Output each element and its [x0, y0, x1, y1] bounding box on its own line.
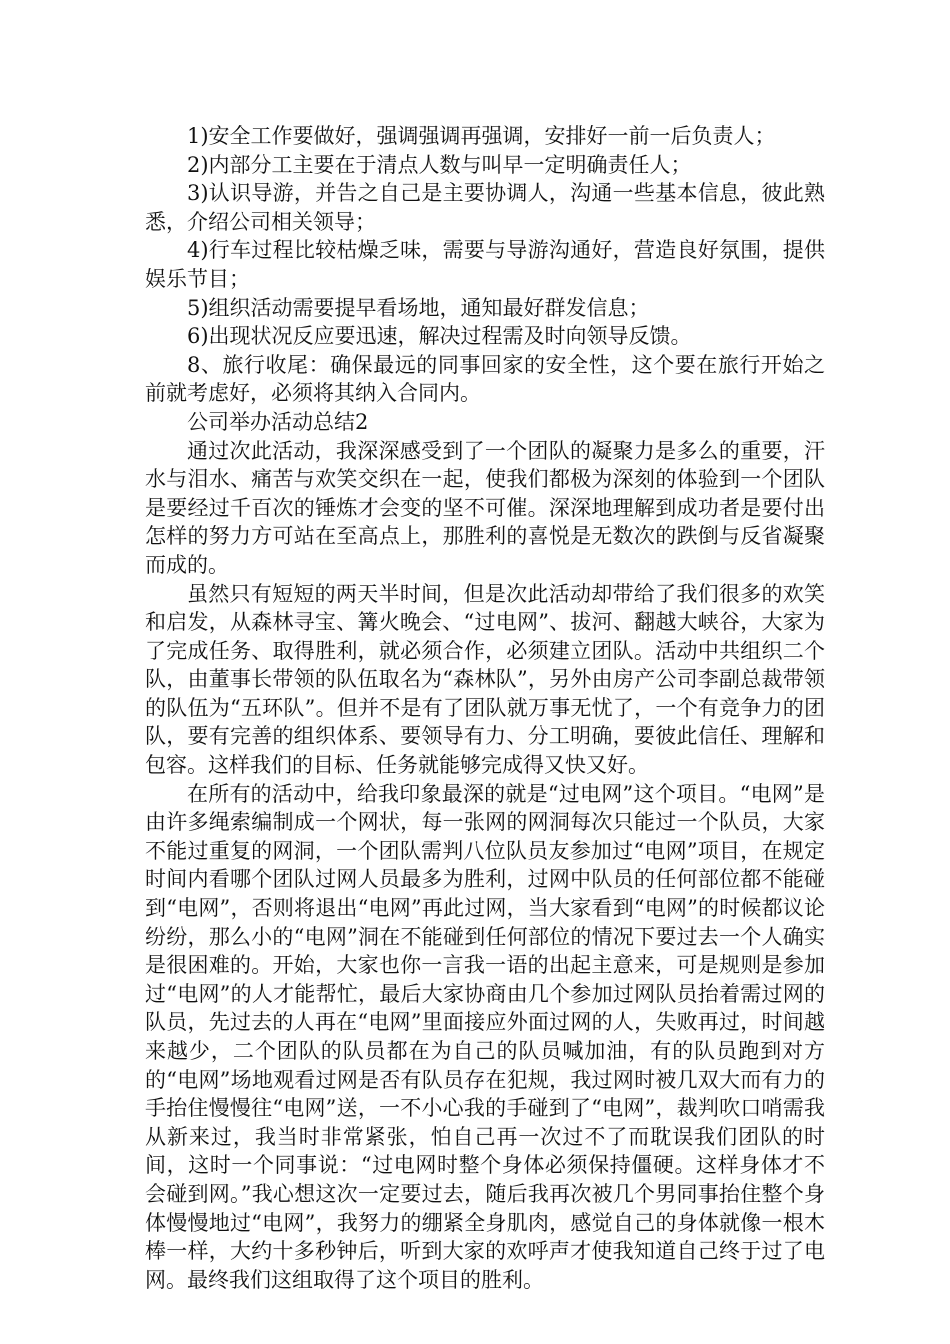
- body-paragraph-2: 虽然只有短短的两天半时间，但是次此活动却带给了我们很多的欢笑和启发，从森林寻宝、篝火晚会、“过电网”、拔河、翻越大峡谷，大家为了完成任务、取得胜利，就必须合作，必须建立团队。活动中共组织二个队，由董事长带领的队伍取名为“森林队”，另外由房产公司李副总裁带领的队伍为“五环队”。但并不是有了团队就万事无忧了，一个有竞争力的团队，要有完善的组织体系、要领导有力、分工明确，要彼此信任、理解和包容。这样我们的目标、任务就能够完成得又快又好。: [145, 581, 825, 778]
- list-item-safety: 1)安全工作要做好，强调强调再强调，安排好一前一后负责人；: [187, 124, 776, 148]
- body-paragraph-3: 在所有的活动中，给我印象最深的就是“过电网”这个项目。“电网”是由许多绳索编制成一个网状，每一张网的网洞每次只能过一个队员，大家不能过重复的网洞，一个团队需判八位队员友参加过“电网”项目，在规定时间内看哪个团队过网人员最多为胜利，过网中队员的任何部位都不能碰到“电网”，否则将退出“电网”再此过网，当大家看到“电网”的时候都议论纷纷，那么小的“电网”洞在不能碰到任何部位的情况下要过去一个人确实是很困难的。开始，大家也你一言我一语的出起主意来，可是规则是参加过“电网”的人才能帮忙，最后大家协商由几个参加过网队员抬着需过网的队员，先过去的人再在“电网”里面接应外面过网的人，失败再过，时间越来越少，二个团队的队员都在为自己的队员喊加油，有的队员跑到对方的“电网”场地观看过网是否有队员存在犯规，我过网时被几双大而有力的手抬住慢慢往“电网”送，一不小心我的手碰到了“电网”，裁判吹口哨需我从新来过，我当时非常紧张，怕自己再一次过不了而耽误我们团队的时间，这时一个同事说：“过电网时整个身体必须保持僵硬。这样身体才不会碰到网。”我心想这次一定要过去，随后我再次被几个男同事抬住整个身体慢慢地过“电网”，我努力的绷紧全身肌肉，感觉自己的身体就像一根木棒一样，大约十多秒钟后，听到大家的欢呼声才使我知道自己终于过了电网。最终我们这组取得了这个项目的胜利。: [145, 781, 825, 1292]
- list-item-driving: 4)行车过程比较枯燥乏味，需要与导游沟通好，营造良好氛围，提供娱乐节目；: [145, 238, 825, 291]
- list-item-division: 2)内部分工主要在于清点人数与叫早一定明确责任人；: [187, 152, 692, 177]
- list-item-venue: 5)组织活动需要提早看场地，通知最好群发信息；: [187, 295, 650, 320]
- document-page: [145, 122, 825, 1294]
- list-item-response: 6)出现状况反应要迅速，解决过程需及时向领导反馈。: [187, 324, 692, 349]
- list-item-guide: 3)认识导游，并告之自己是主要协调人，沟通一些基本信息，彼此熟悉，介绍公司相关领导；: [145, 181, 825, 234]
- body-paragraph-1: 通过次此活动，我深深感受到了一个团队的凝聚力是多么的重要，汗水与泪水、痛苦与欢笑交织在一起，使我们都极为深刻的体验到一个团队是要经过千百次的锤炼才会变的坚不可催。深深地理解到成功者是要付出怎样的努力方可站在至高点上，那胜利的喜悦是无数次的跌倒与反省凝聚而成的。: [145, 438, 825, 577]
- section-title: 公司举办活动总结2: [187, 409, 369, 434]
- trip-ending-paragraph: 8、旅行收尾：确保最远的同事回家的安全性，这个要在旅行开始之前就考虑好，必须将其纳入合同内。: [145, 352, 825, 406]
